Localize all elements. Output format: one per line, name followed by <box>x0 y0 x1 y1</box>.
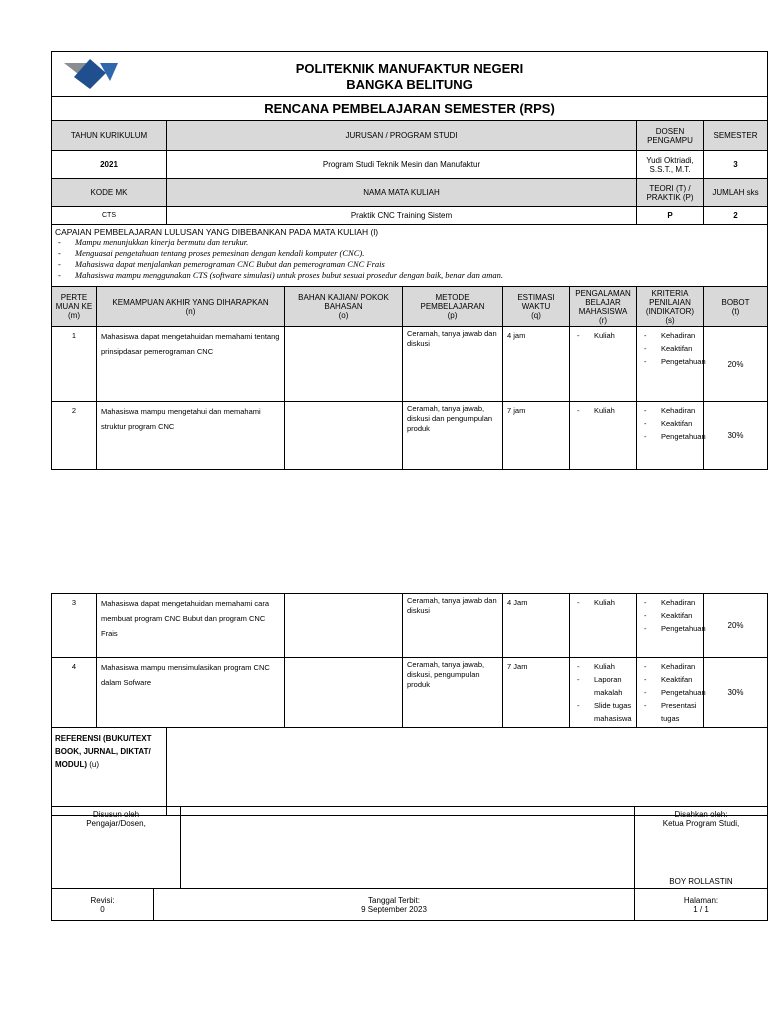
dosen-label: DOSEN PENGAMPU <box>637 121 704 151</box>
disusun-cell: Disusun oleh Pengajar/Dosen, <box>52 807 181 889</box>
col-pengalaman: PENGALAMAN BELAJAR MAHASISWA (r) <box>570 287 637 327</box>
document-title: RENCANA PEMBELAJARAN SEMESTER (RPS) <box>52 97 768 121</box>
tahun-label: TAHUN KURIKULUM <box>52 121 167 151</box>
table-row: 4 Mahasiswa mampu mensimulasikan program CNC dalam Sofware Ceramah, tanya jawab, diskusi, pengumpulan produk 7 Jam - Kuliah - Laporan makalah - Slide tugas mahasiswa - Kehadiran - Keaktifan - Pengetahuan - Presentasi tugas 30% <box>52 658 768 728</box>
kode-value: CTS <box>52 207 167 225</box>
cpl-item: - Mahasiswa mampu menggunakan CTS (software simulasi) untuk proses bubut sesuai prosedur dengan baik, benar dan aman. <box>55 270 764 281</box>
col-kemampuan: KEMAMPUAN AKHIR YANG DIHARAPKAN (n) <box>97 287 285 327</box>
cpl-title: CAPAIAN PEMBELAJARAN LULUSAN YANG DIBEBANKAN PADA MATA KULIAH (l) <box>55 227 379 237</box>
semester-value: 3 <box>704 151 768 179</box>
rps-table-page2 <box>51 593 768 816</box>
institution-name: POLITEKNIK MANUFAKTUR NEGERI <box>295 60 524 76</box>
tanggal-cell: Tanggal Terbit: 9 September 2023 <box>154 889 635 921</box>
table-row: 3 Mahasiswa dapat mengetahuidan memahami cara membuat program CNC Bubut dan program CNC Frais Ceramah, tanya jawab dan diskusi 4 Jam - Kuliah - Kehadiran - Keaktifan - Pengetahuan 20% <box>52 594 768 658</box>
tahun-value: 2021 <box>52 151 167 179</box>
col-pertemuan: PERTE MUAN KE (m) <box>52 287 97 327</box>
cpl-section <box>52 225 768 287</box>
referensi-value <box>167 728 768 816</box>
nama-value: Praktik CNC Training Sistem <box>167 207 637 225</box>
signature-table <box>51 806 768 921</box>
cpl-item: - Mampu menunjukkan kinerja bermutu dan terukur. <box>55 237 764 248</box>
dosen-value: Yudi Oktriadi, S.S.T., M.T. <box>637 151 704 179</box>
signature-space <box>181 807 635 889</box>
referensi-label: REFERENSI (BUKU/TEXT BOOK, JURNAL, DIKTAT/ MODUL) (u) <box>52 728 167 816</box>
disahkan-cell: Disahkan oleh: Ketua Program Studi, BOY ROLLASTIN <box>635 807 768 889</box>
col-metode: METODE PEMBELAJARAN (p) <box>403 287 503 327</box>
institution-location: BANGKA BELITUNG <box>346 76 473 92</box>
kode-label: KODE MK <box>52 179 167 207</box>
table-row: 1 Mahasiswa dapat mengetahuidan memahami tentang prinsipdasar pemerograman CNC Ceramah, tanya jawab dan diskusi 4 jam - Kuliah - Kehadiran - Keaktifan - Pengetahuan 20% <box>52 327 768 402</box>
halaman-cell: Halaman: 1 / 1 <box>635 889 768 921</box>
rps-table-page1 <box>51 51 768 470</box>
sks-label: JUMLAH sks <box>704 179 768 207</box>
nama-label: NAMA MATA KULIAH <box>167 179 637 207</box>
sks-value: 2 <box>704 207 768 225</box>
col-kriteria: KRITERIA PENILAIAN (INDIKATOR) (s) <box>637 287 704 327</box>
col-bobot: BOBOT (t) <box>704 287 768 327</box>
header-cell <box>52 52 768 97</box>
semester-label: SEMESTER <box>704 121 768 151</box>
teori-label: TEORI (T) / PRAKTIK (P) <box>637 179 704 207</box>
jurusan-value: Program Studi Teknik Mesin dan Manufaktur <box>167 151 637 179</box>
logo-icon <box>60 55 130 95</box>
teori-value: P <box>637 207 704 225</box>
cpl-item: - Menguasai pengetahuan tentang proses pemesinan dengan kendali komputer (CNC). <box>55 248 764 259</box>
revisi-cell: Revisi: 0 <box>52 889 154 921</box>
col-estimasi: ESTIMASI WAKTU (q) <box>503 287 570 327</box>
jurusan-label: JURUSAN / PROGRAM STUDI <box>167 121 637 151</box>
col-bahan: BAHAN KAJIAN/ POKOK BAHASAN (o) <box>285 287 403 327</box>
cpl-item: - Mahasiswa dapat menjalankan pemerograman CNC Bubut dan pemerograman CNC Frais <box>55 259 764 270</box>
table-row: 2 Mahasiswa mampu mengetahui dan memahami struktur program CNC Ceramah, tanya jawab, diskusi dan pengumpulan produk 7 jam - Kuliah - Kehadiran - Keaktifan - Pengetahuan 30% <box>52 402 768 470</box>
disahkan-name: BOY ROLLASTIN <box>669 877 733 886</box>
